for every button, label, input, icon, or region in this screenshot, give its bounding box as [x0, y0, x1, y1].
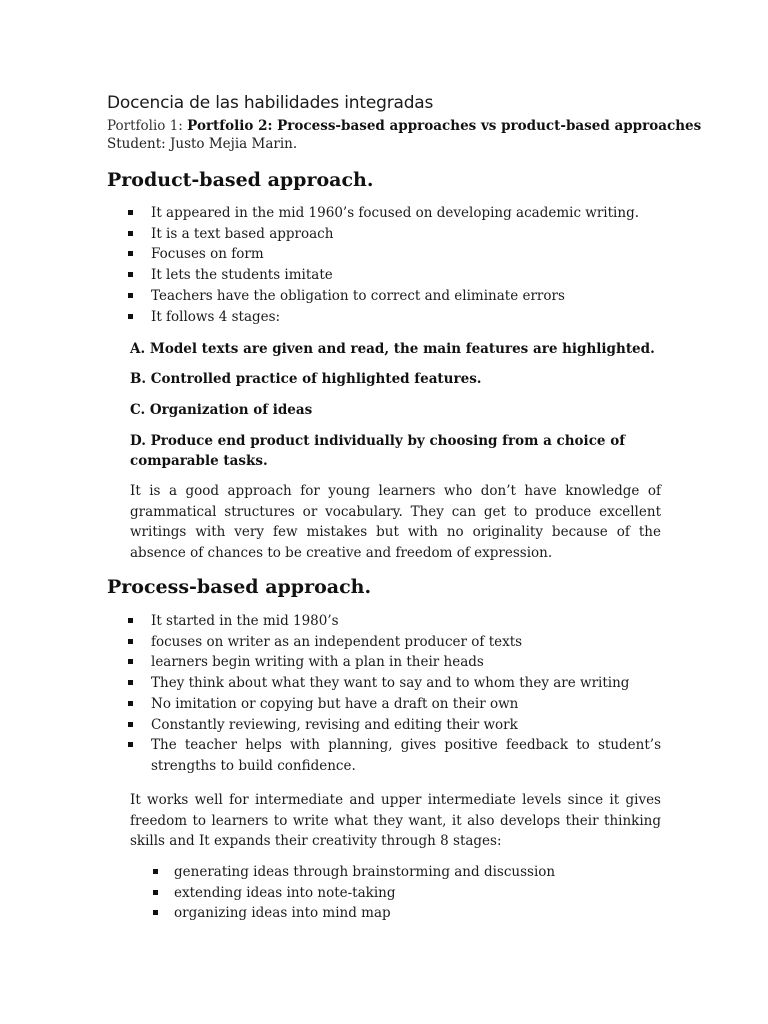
list-item: The teacher helps with planning, gives positive feedback to student’s strengths to build confidence. [128, 735, 661, 776]
list-item: It follows 4 stages: [128, 307, 658, 328]
document-title: Docencia de las habilidades integradas [107, 93, 434, 113]
list-item: No imitation or copying but have a draft on their own [128, 694, 661, 715]
stage-a: A. Model texts are given and read, the main features are highlighted. [130, 341, 655, 357]
product-bullet-list [128, 203, 658, 327]
list-item: It is a text based approach [128, 224, 658, 245]
list-item: Constantly reviewing, revising and editing their work [128, 715, 661, 736]
process-summary-paragraph: It works well for intermediate and upper intermediate levels since it gives freedom to learners to write what they want, it also develops their thinking skills and It expands their creativity through 8 stages: [130, 792, 661, 850]
list-item: It lets the students imitate [128, 265, 658, 286]
portfolio-prefix: Portfolio 1: [107, 118, 188, 134]
list-item: Focuses on form [128, 244, 658, 265]
product-section-heading: Product-based approach. [107, 169, 374, 191]
list-item: generating ideas through brainstorming and discussion [153, 862, 661, 883]
student-name: Student: Justo Mejia Marin. [107, 136, 298, 152]
stages-bullet-list [153, 862, 661, 924]
list-item: They think about what they want to say and to whom they are writing [128, 673, 661, 694]
stage-b: B. Controlled practice of highlighted features. [130, 371, 482, 387]
stage-c: C. Organization of ideas [130, 402, 313, 418]
list-item: It appeared in the mid 1960’s focused on developing academic writing. [128, 203, 658, 224]
process-bullet-list [128, 611, 661, 777]
product-summary-paragraph: It is a good approach for young learners who don’t have knowledge of grammatical structures or vocabulary. They can get to produce excellent writings with very few mistakes but with no originality because of the absence of chances to be creative and freedom of expression. [130, 483, 661, 562]
list-item: focuses on writer as an independent producer of texts [128, 632, 661, 653]
portfolio-title: Portfolio 2: Process-based approaches vs product-based approaches [187, 118, 702, 134]
process-section-heading: Process-based approach. [107, 576, 372, 598]
portfolio-line [107, 118, 701, 134]
list-item: organizing ideas into mind map [153, 903, 661, 924]
list-item: learners begin writing with a plan in their heads [128, 652, 661, 673]
list-item: Teachers have the obligation to correct and eliminate errors [128, 286, 658, 307]
list-item: It started in the mid 1980’s [128, 611, 661, 632]
stage-d: D. Produce end product individually by choosing from a choice of comparable tasks. [130, 433, 626, 469]
list-item: extending ideas into note-taking [153, 883, 661, 904]
